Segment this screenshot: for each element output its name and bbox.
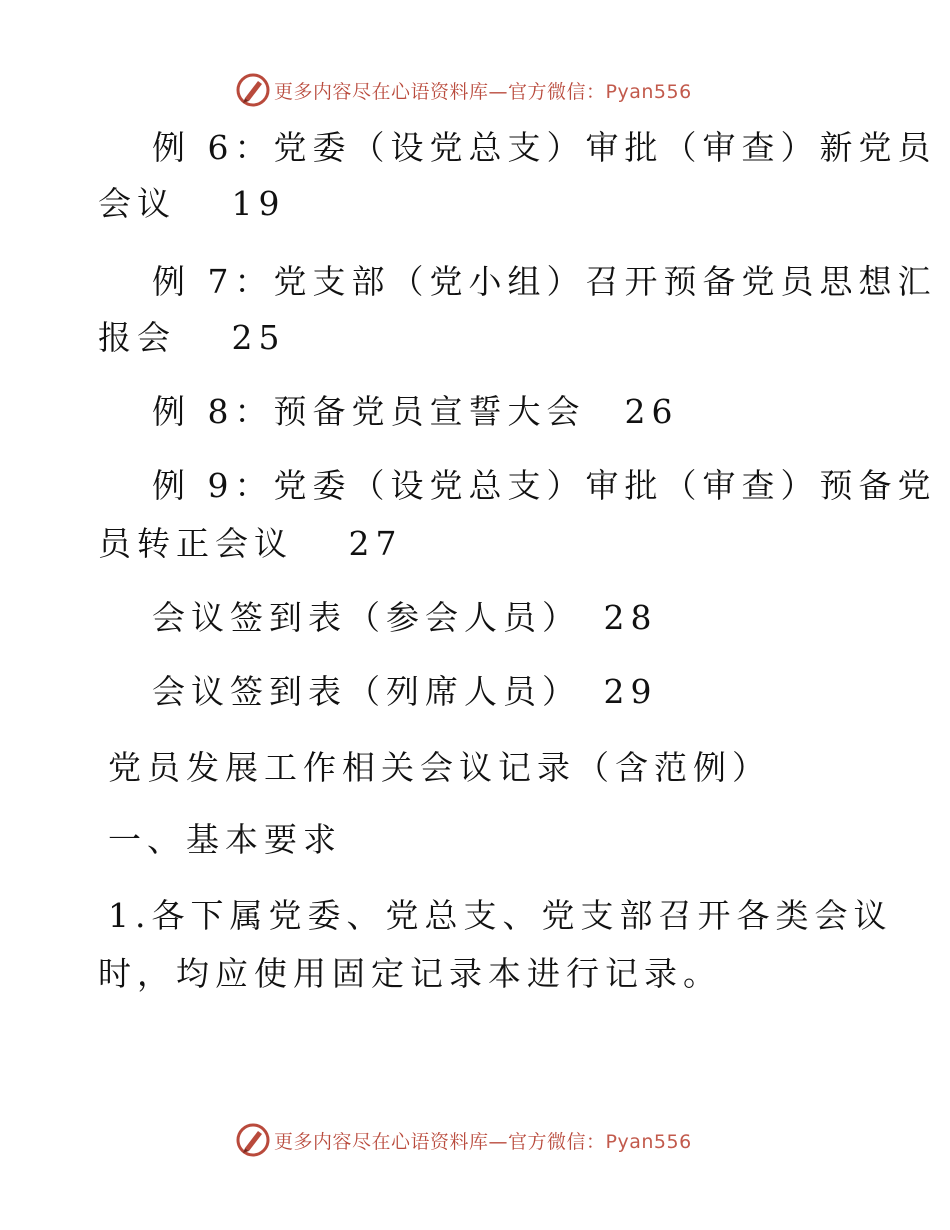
paragraph-line: 时，均应使用固定记录本进行记录。 — [98, 954, 722, 993]
toc-line: 会议签到表（列席人员） 29 — [152, 672, 658, 711]
watermark-text: 更多内容尽在心语资料库—官方微信：Pyan556 — [274, 80, 692, 103]
watermark-text: 更多内容尽在心语资料库—官方微信：Pyan556 — [274, 1130, 692, 1153]
section-heading: 一、基本要求 — [108, 820, 342, 859]
toc-line: 员转正会议 27 — [98, 524, 403, 563]
toc-line: 例 6：党委（设党总支）审批（审查）新党员 — [152, 128, 937, 167]
toc-line: 例 9：党委（设党总支）审批（审查）预备党 — [152, 466, 937, 505]
toc-line: 会议 19 — [98, 184, 286, 223]
footer-watermark — [236, 1122, 692, 1158]
section-title: 党员发展工作相关会议记录（含范例） — [108, 748, 771, 787]
header-watermark — [236, 72, 692, 108]
paragraph-line: 1.各下属党委、党总支、党支部召开各类会议 — [108, 896, 893, 935]
toc-line: 报会 25 — [98, 318, 286, 357]
pen-logo-icon — [236, 73, 270, 107]
toc-line: 例 8：预备党员宣誓大会 26 — [152, 392, 679, 431]
pen-logo-icon — [236, 1123, 270, 1157]
toc-line: 会议签到表（参会人员） 28 — [152, 598, 658, 637]
toc-line: 例 7：党支部（党小组）召开预备党员思想汇 — [152, 262, 937, 301]
